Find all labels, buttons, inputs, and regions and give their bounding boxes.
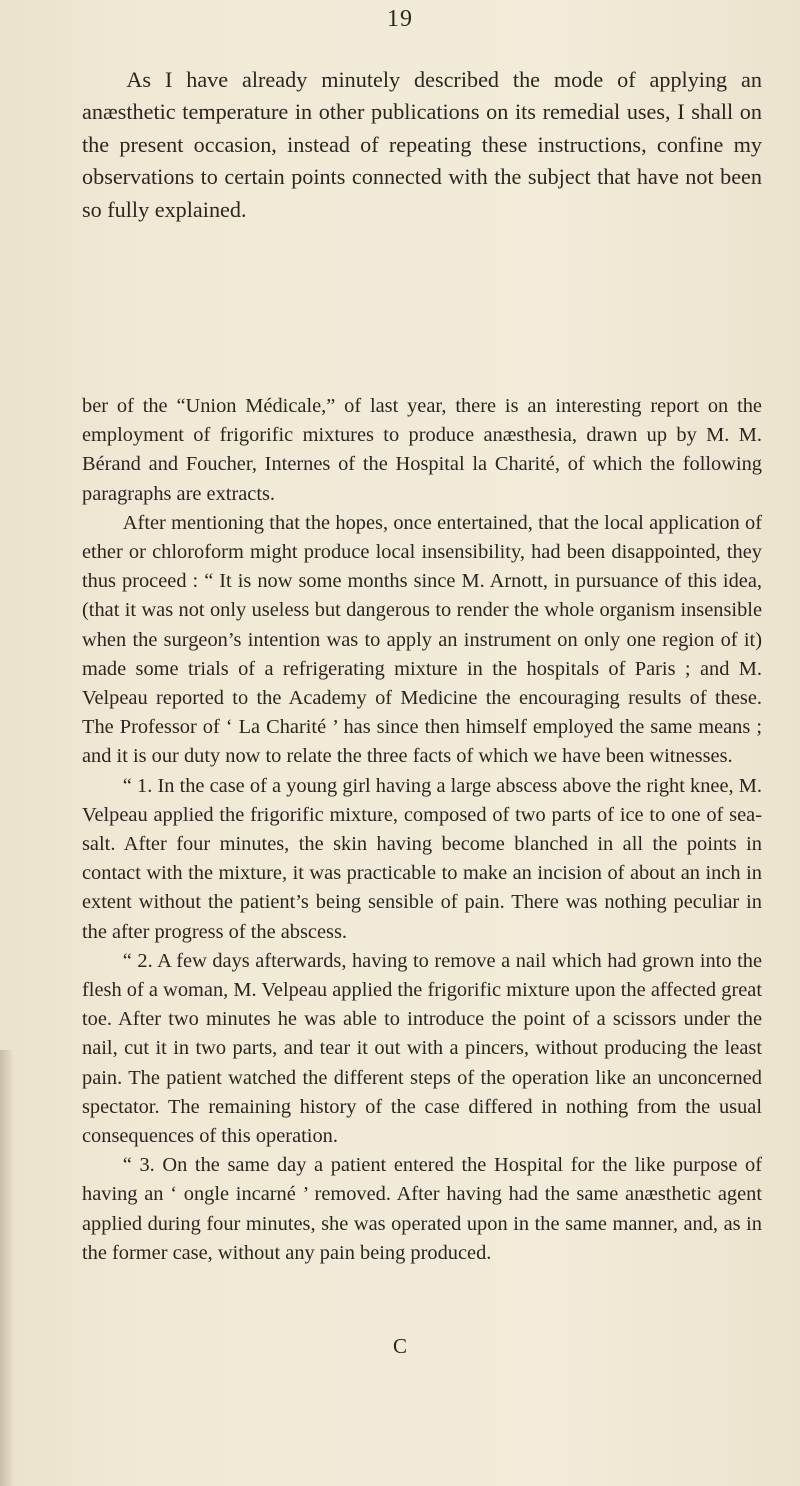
page-gutter-shadow [0, 1050, 14, 1486]
case-three-paragraph: “ 3. On the same day a patient entered the Hospital for the like purpose of having an ‘ ongle incarné ’ removed. After having had the same anæsthetic agent applied during four minutes, she was operated upon in the same manner, and, as in the former case, without any pain being produced. [82, 1154, 762, 1264]
quoted-report [82, 392, 762, 1268]
case-one-paragraph: “ 1. In the case of a young girl having a large abscess above the right knee, M. Velpeau applied the frigorific mixture, composed of two parts of ice to one of sea-salt. After four minutes, the skin having become blanched in all the points in contact with the mixture, it was practicable to make an incision of about an inch in extent without the patient’s being sensible of pain. There was nothing peculiar in the after progress of the abscess. [82, 774, 762, 943]
page-number: 19 [387, 6, 413, 32]
intro-paragraph: As I have already minutely described the mode of applying an anæsthetic temperature in other publications on its remedial uses, I shall on the present occasion, instead of repeating these instructions, confine my observations to certain points connected with the subject that have not been so fully explained. [82, 67, 762, 222]
case-two-paragraph: “ 2. A few days afterwards, having to remove a nail which had grown into the flesh of a woman, M. Velpeau applied the frigorific mixture upon the affected great toe. After two minutes he was able to introduce the point of a scissors under the nail, cut it in two parts, and tear it out with a pincers, without producing the least pain. The patient watched the different steps of the operation like an unconcerned spectator. The remaining history of the case differed in nothing from the usual consequences of this operation. [82, 949, 762, 1148]
signature-mark: C [392, 1334, 407, 1358]
report-paragraph-opening: ber of the “Union Médicale,” of last year, there is an interesting report on the employment of frigorific mixtures to produce anæsthesia, drawn up by M. M. Bérand and Foucher, Internes of the Hospital la Charité, of which the following paragraphs are extracts. [82, 395, 762, 505]
report-paragraph-background: After mentioning that the hopes, once entertained, that the local application of ether or chloroform might produce local insensibility, had been disappointed, they thus proceed : “ It is now some months since M. Arnott, in pursuance of this idea, (that it was not only useless but dangerous to render the whole organism insensible when the surgeon’s intention was to apply an instrument on only one region of it) made some trials of a refrigerating mixture in the hospitals of Paris ; and M. Velpeau reported to the Academy of Medicine the encouraging results of these. The Professor of ‘ La Charité ’ has since then himself employed the same means ; and it is our duty now to relate the three facts of which we have been witnesses. [82, 511, 762, 768]
